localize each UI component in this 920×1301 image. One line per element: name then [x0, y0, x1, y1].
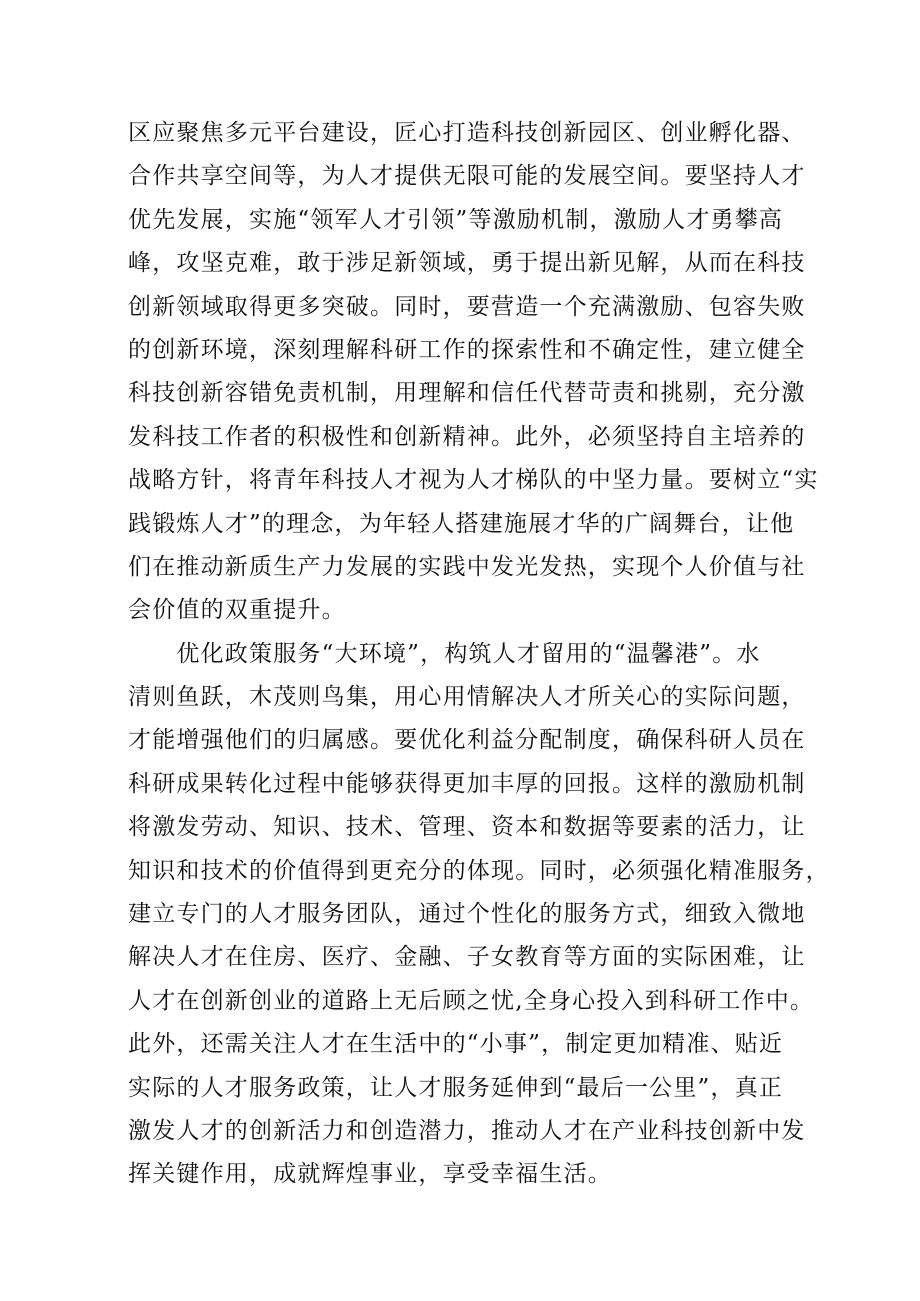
text-line: 将激发劳动、知识、技术、管理、资本和数据等要素的活力，让 [128, 814, 806, 841]
text-line: 区应聚焦多元平台建设，匠心打造科技创新园区、创业孵化器、 [128, 120, 806, 146]
text-line: 清则鱼跃，木茂则鸟集，用心用情解决人才所关心的实际问题， [128, 684, 806, 711]
text-line: 合作共享空间等，为人才提供无限可能的发展空间。要坚持人才 [128, 163, 806, 190]
text-line: 才能增强他们的归属感。要优化利益分配制度，确保科研人员在 [128, 727, 806, 754]
text-line: 会价值的双重提升。 [128, 597, 346, 624]
text-line: 此外，还需关注人才在生活中的“小事”，制定更加精准、贴近 [128, 1031, 784, 1058]
text-line: 人才在创新创业的道路上无后顾之忧,全身心投入到科研工作中。 [128, 987, 815, 1014]
text-line: 的创新环境，深刻理解科研工作的探索性和不确定性，建立健全 [128, 336, 806, 363]
text-line: 解决人才在住房、医疗、金融、子女教育等方面的实际困难，让 [128, 944, 806, 971]
text-line: 们在推动新质生产力发展的实践中发光发热，实现个人价值与社 [128, 553, 806, 580]
text-line: 峰，攻坚克难，敢于涉足新领域，勇于提出新见解，从而在科技 [128, 250, 806, 277]
paragraph-1 [128, 112, 819, 633]
text-line: 实际的人才服务政策，让人才服务延伸到“最后一公里”，真正 [128, 1074, 784, 1101]
text-line: 践锻炼人才”的理念，为年轻人搭建施展才华的广阔舞台，让他 [128, 510, 795, 537]
text-line: 建立专门的人才服务团队，通过个性化的服务方式，细致入微地 [128, 901, 806, 928]
text-line: 激发人才的创新活力和创造潜力，推动人才在产业科技创新中发 [128, 1117, 806, 1144]
text-line: 科技创新容错免责机制，用理解和信任代替苛责和挑剔，充分激 [128, 380, 806, 407]
text-line: 战略方针，将青年科技人才视为人才梯队的中坚力量。要树立“实 [128, 467, 819, 494]
paragraph-2 [128, 633, 830, 1197]
text-line: 优先发展，实施“领军人才引领”等激励机制，激励人才勇攀高 [128, 206, 784, 233]
text-line: 科研成果转化过程中能够获得更加丰厚的回报。这样的激励机制 [128, 770, 806, 797]
text-line: 发科技工作者的积极性和创新精神。此外，必须坚持自主培养的 [128, 423, 806, 450]
body-text [128, 112, 830, 1197]
text-line: 创新领域取得更多突破。同时，要营造一个充满激励、包容失败 [128, 293, 806, 320]
text-line: 知识和技术的价值得到更充分的体现。同时，必须强化精准服务， [128, 857, 830, 884]
text-line: 优化政策服务“大环境”，构筑人才留用的“温馨港”。水 [128, 640, 761, 667]
text-line: 挥关键作用，成就辉煌事业，享受幸福生活。 [128, 1161, 612, 1188]
